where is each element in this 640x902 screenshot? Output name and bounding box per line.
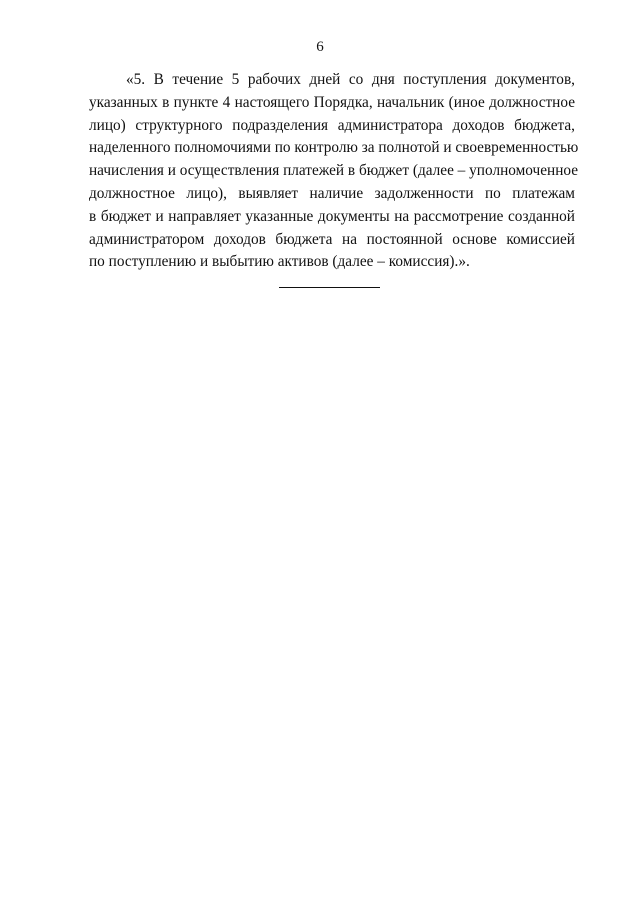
paragraph-line: администратором доходов бюджета на постоянной основе комиссией (89, 230, 575, 248)
paragraph-line: начисления и осуществления платежей в бюджет (далее – уполномоченное (89, 162, 579, 180)
paragraph-line: в бюджет и направляет указанные документы на рассмотрение созданной (89, 207, 575, 225)
paragraph-5 (89, 69, 579, 274)
paragraph-line: «5. В течение 5 рабочих дней со дня поступления документов, (126, 71, 575, 88)
paragraph-line: по поступлению и выбытию активов (далее – комиссия).». (89, 253, 470, 271)
page-number: 6 (316, 39, 324, 55)
paragraph-line: лицо) структурного подразделения администратора доходов бюджета, (89, 116, 575, 134)
paragraph-line: должностное лицо), выявляет наличие задолженности по платежам (89, 184, 575, 202)
paragraph-line: наделенного полномочиями по контролю за полнотой и своевременностью (89, 139, 579, 157)
paragraph-line: указанных в пункте 4 настоящего Порядка, начальник (иное должностное (89, 93, 575, 111)
separator-line (279, 287, 380, 288)
